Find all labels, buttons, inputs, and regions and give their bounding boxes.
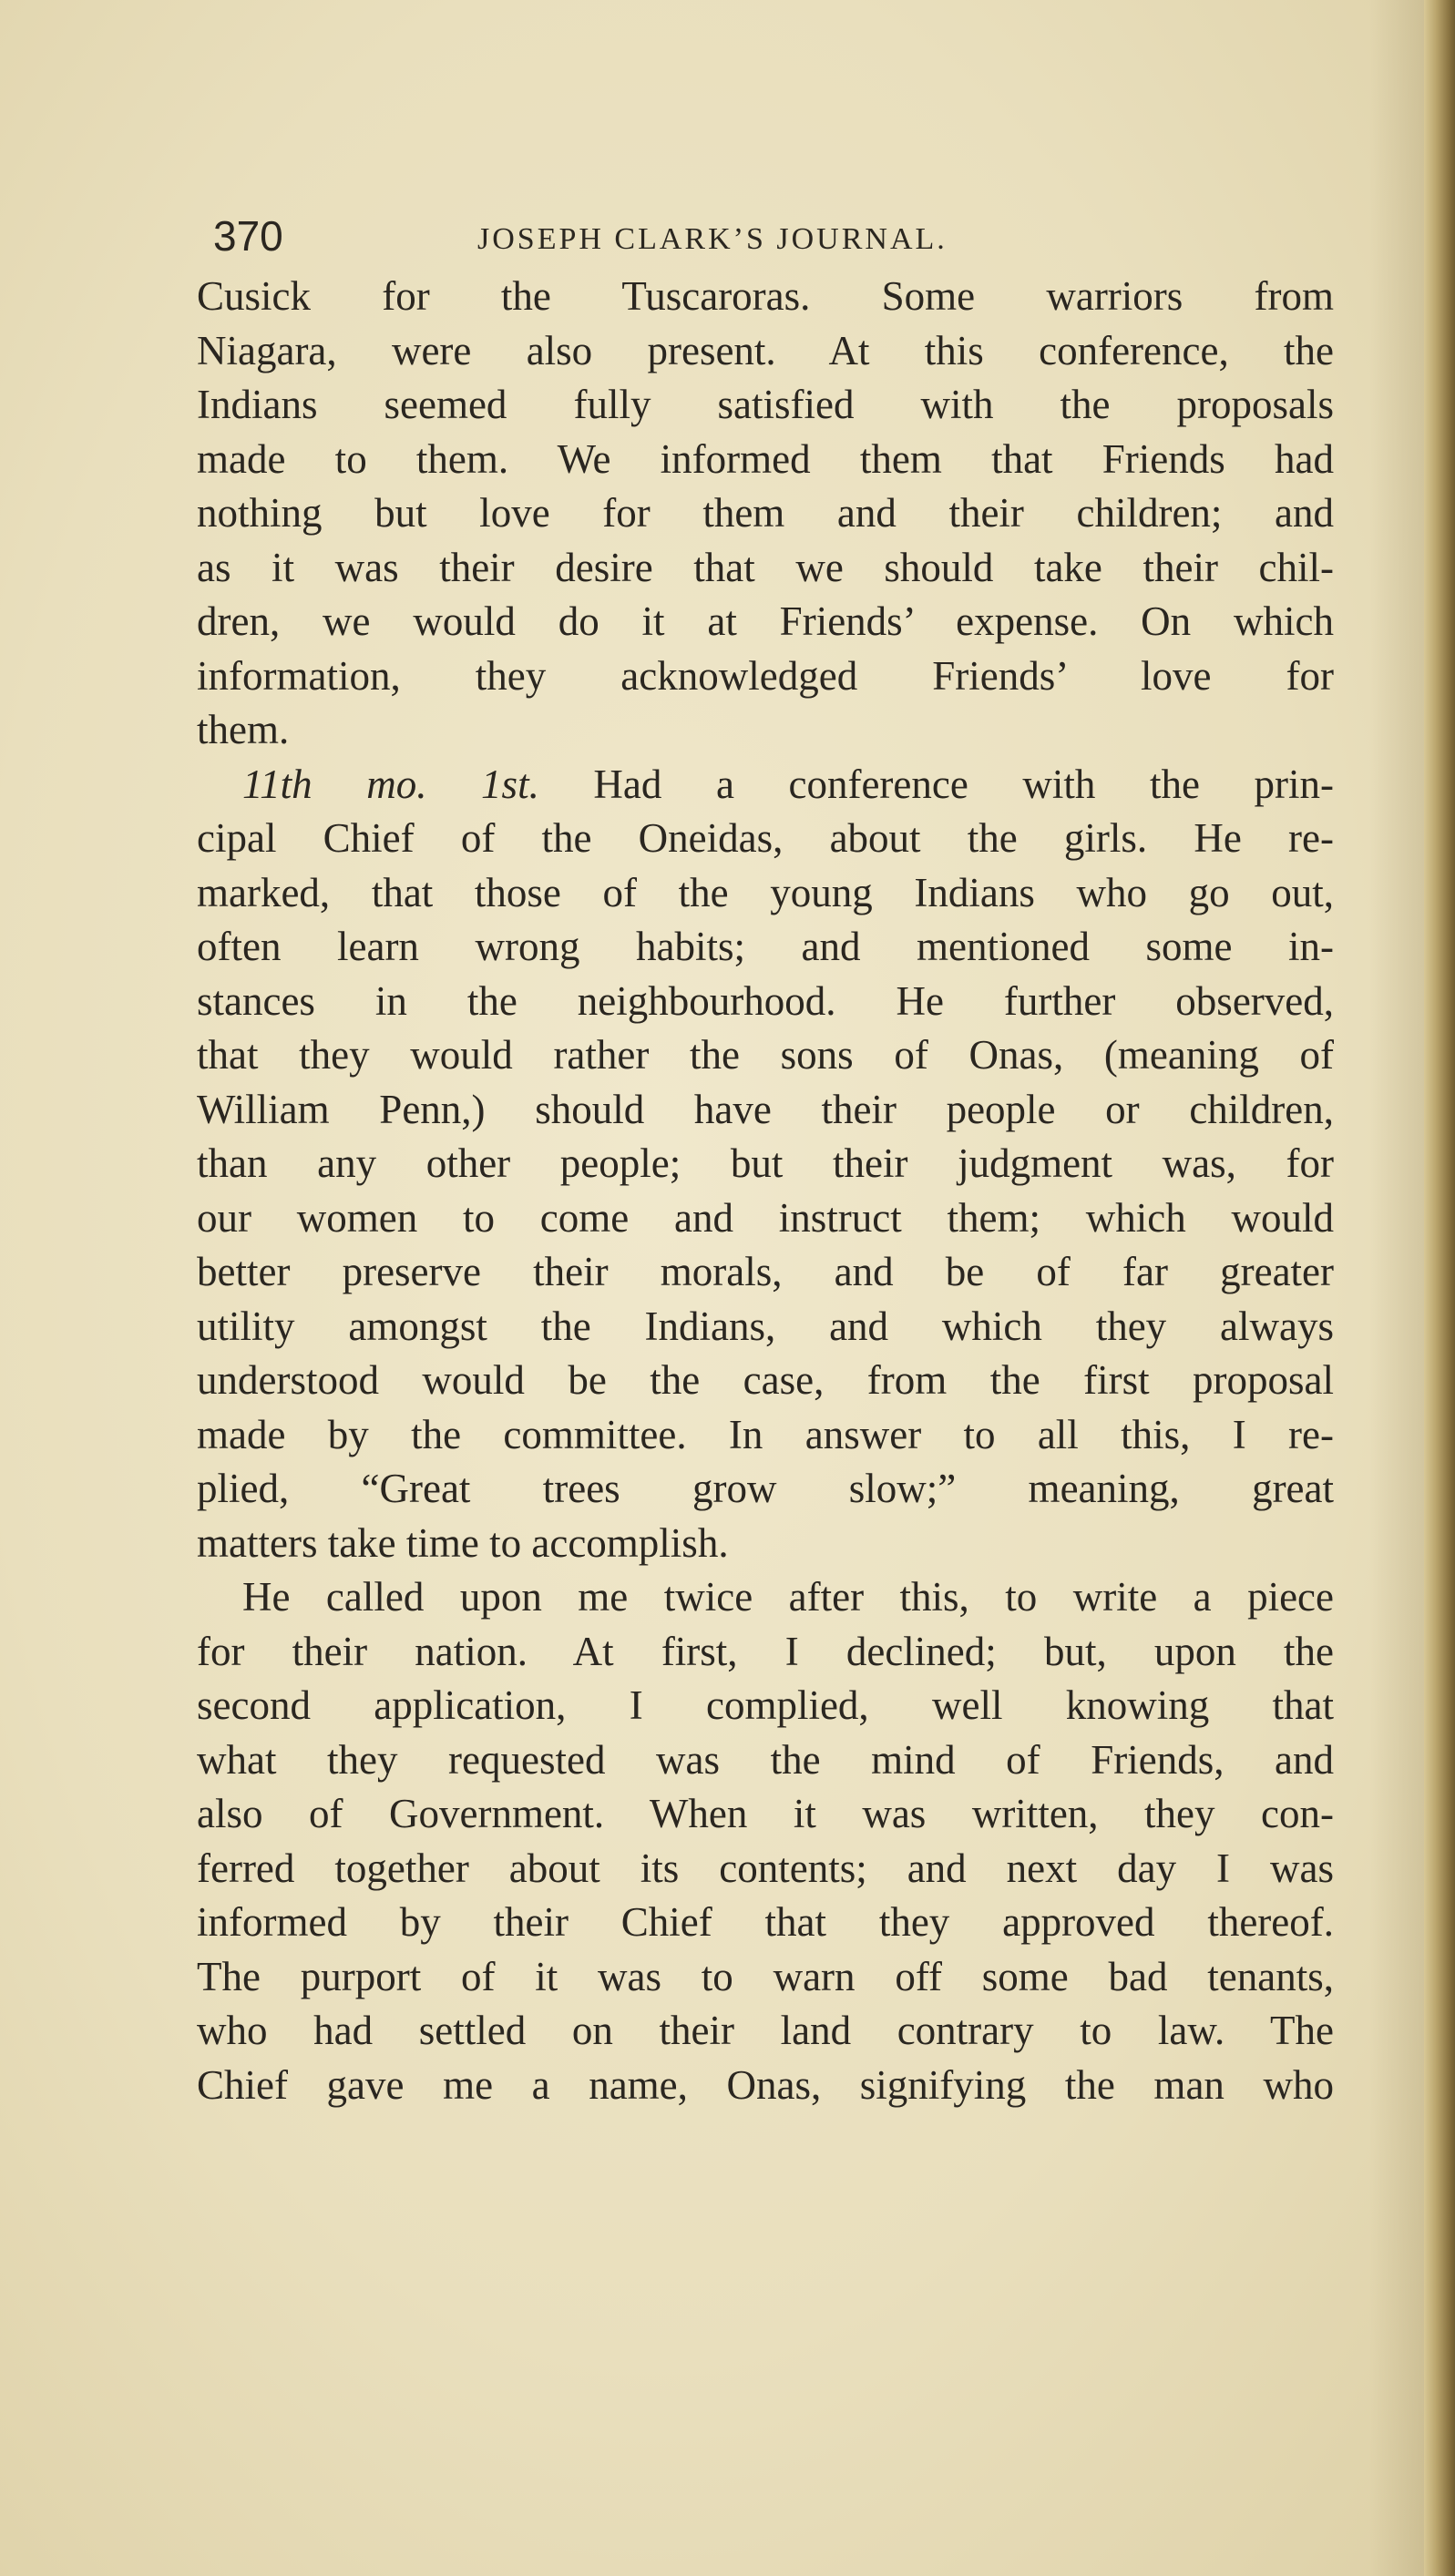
text-line: our women to come and instruct them; which would: [197, 1194, 1334, 1241]
text-line: made to them. We informed them that Friends had: [197, 435, 1334, 482]
text-line: often learn wrong habits; and mentioned some in-: [197, 924, 1334, 969]
paragraph-first-line: [197, 758, 1334, 813]
text-line: He called upon me twice after this, to write a piece: [242, 1574, 1334, 1620]
text-line: informed by their Chief that they approved thereof.: [197, 1899, 1334, 1945]
date-reference: 11th mo. 1st.: [242, 761, 539, 807]
text-line: utility amongst the Indians, and which they always: [197, 1303, 1334, 1349]
text-line: nothing but love for them and their children; and: [197, 490, 1334, 536]
text-line: Niagara, were also present. At this conference, the: [197, 327, 1334, 373]
page-number: 370: [213, 212, 283, 260]
text-line: that they would rather the sons of Onas, (meaning of: [197, 1032, 1334, 1078]
text-line: matters take time to accomplish.: [197, 1519, 729, 1566]
text-line: information, they acknowledged Friends’ love for: [197, 652, 1334, 699]
text-line: for their nation. At first, I declined; but, upon the: [197, 1628, 1334, 1674]
text-line: Indians seemed fully satisfied with the proposals: [197, 382, 1334, 427]
text-line: William Penn,) should have their people or children,: [197, 1086, 1334, 1132]
text-line: marked, that those of the young Indians who go out,: [197, 869, 1334, 915]
text-line: who had settled on their land contrary to law. The: [197, 2008, 1334, 2053]
page-edge: [1424, 0, 1455, 2576]
text-line: dren, we would do it at Friends’ expense. On which: [197, 598, 1334, 644]
body-text: [197, 270, 1334, 2112]
running-head: [213, 208, 1343, 271]
text-fragment: Had a conference with the prin-: [593, 761, 1334, 807]
text-line: second application, I complied, well knowing that: [197, 1682, 1334, 1728]
text-line: The purport of it was to warn off some bad tenants,: [197, 1953, 1334, 1999]
text-line: ferred together about its contents; and next day I was: [197, 1845, 1334, 1891]
text-line: better preserve their morals, and be of far greater: [197, 1249, 1334, 1294]
text-line: Cusick for the Tuscaroras. Some warriors from: [197, 273, 1334, 319]
text-line: than any other people; but their judgment was, for: [197, 1140, 1334, 1186]
text-line: made by the committee. In answer to all this, I re-: [197, 1411, 1334, 1457]
text-line: cipal Chief of the Oneidas, about the girls. He re-: [197, 815, 1334, 861]
text-line: as it was their desire that we should take their chil-: [197, 544, 1334, 590]
text-line: what they requested was the mind of Friends, and: [197, 1736, 1334, 1783]
running-title: JOSEPH CLARK’S JOURNAL.: [477, 222, 948, 256]
text-line: understood would be the case, from the first proposal: [197, 1357, 1334, 1403]
text-line: them.: [197, 707, 290, 752]
text-line: Chief gave me a name, Onas, signifying the man who: [197, 2061, 1334, 2108]
page-gutter-shadow: [1369, 0, 1424, 2576]
text-line: plied, “Great trees grow slow;” meaning, great: [197, 1466, 1334, 1511]
text-line: also of Government. When it was written, they con-: [197, 1791, 1334, 1836]
text-line: stances in the neighbourhood. He further observed,: [197, 977, 1334, 1024]
